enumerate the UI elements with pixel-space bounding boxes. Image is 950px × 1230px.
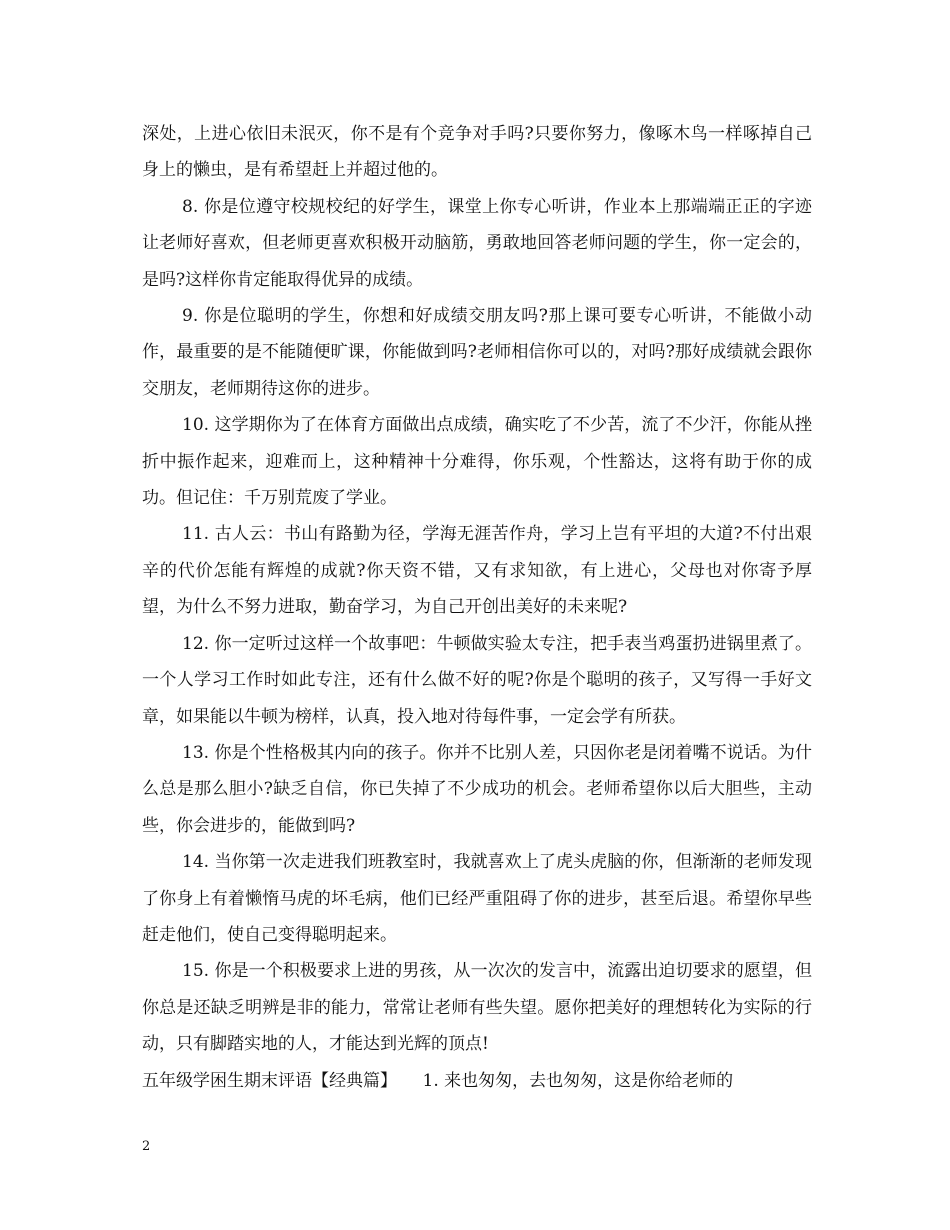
comment-12: 12. 你一定听过这样一个故事吧：牛顿做实验太专注，把手表当鸡蛋扔进锅里煮了。一个人学习工作时如此专注，还有什么做不好的呢?你是个聪明的孩子，又写得一手好文章，如果能以牛顿为榜样，认真，投入地对待每件事，一定会学有所获。 [142, 633, 812, 727]
comment-10: 10. 这学期你为了在体育方面做出点成绩，确实吃了不少苦，流了不少汗，你能从挫折中振作起来，迎难而上，这种精神十分难得，你乐观，个性豁达，这将有助于你的成功。但记住：千万别荒废了学业。 [142, 415, 812, 509]
comment-14: 14. 当你第一次走进我们班教室时，我就喜欢上了虎头虎脑的你，但渐渐的老师发现了你身上有着懒惰马虎的坏毛病，他们已经严重阻碍了你的进步，甚至后退。希望你早些赶走他们，使自己变得聪明起来。 [142, 852, 812, 945]
comment-13: 13. 你是个性格极其内向的孩子。你并不比别人差，只因你老是闭着嘴不说话。为什么总是那么胆小?缺乏自信，你已失掉了不少成功的机会。老师希望你以后大胆些，主动些，你会进步的，能做到吗? [142, 742, 812, 836]
page-number: 2 [142, 1139, 151, 1154]
comment-11: 11. 古人云：书山有路勤为径，学海无涯苦作舟，学习上岂有平坦的大道?不付出艰辛的代价怎能有辉煌的成就?你天资不错，又有求知欲，有上进心，父母也对你寄予厚望，为什么不努力进取，勤奋学习，为自己开创出美好的未来呢? [142, 524, 812, 618]
paragraph-continuation: 深处，上进心依旧未泯灭，你不是有个竞争对手吗?只要你努力，像啄木鸟一样啄掉自己身上的懒虫，是有希望赶上并超过他的。 [142, 124, 812, 181]
section-heading-line: 五年级学困生期末评语【经典篇】 1. 来也匆匆，去也匆匆，这是你给老师的 [142, 1070, 734, 1091]
comment-8: 8. 你是位遵守校规校纪的好学生，课堂上你专心听讲，作业本上那端端正正的字迹让老师好喜欢，但老师更喜欢积极开动脑筋，勇敢地回答老师问题的学生，你一定会的，是吗?这样你肯定能取得优异的成绩。 [142, 196, 812, 290]
comment-9: 9. 你是位聪明的学生，你想和好成绩交朋友吗?那上课可要专心听讲，不能做小动作，最重要的是不能随便旷课，你能做到吗?老师相信你可以的，对吗?那好成绩就会跟你交朋友，老师期待这你的进步。 [142, 306, 812, 399]
comment-15: 15. 你是一个积极要求上进的男孩，从一次次的发言中，流露出迫切要求的愿望，但你总是还缺乏明辨是非的能力，常常让老师有些失望。愿你把美好的理想转化为实际的行动，只有脚踏实地的人，才能达到光辉的顶点! [142, 961, 812, 1055]
document-body [142, 116, 812, 1099]
